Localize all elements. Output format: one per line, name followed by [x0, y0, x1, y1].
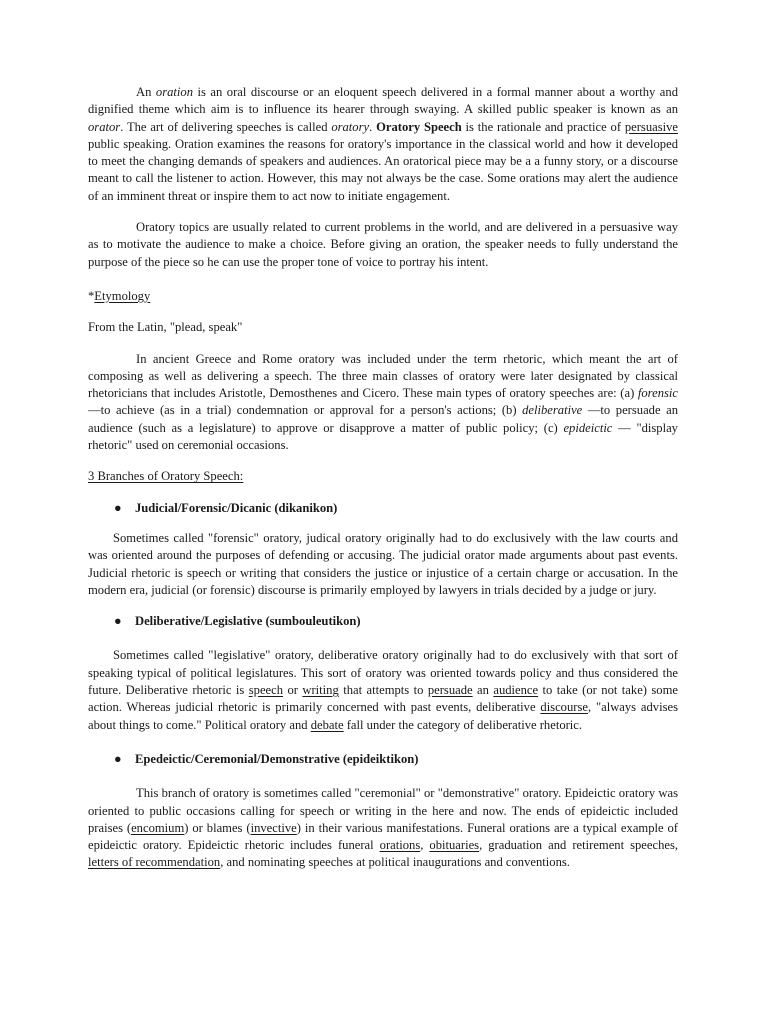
term-forensic: forensic [637, 386, 678, 401]
bullet-icon: ● [114, 500, 122, 515]
intro-text: . The art of delivering speeches is called [120, 119, 332, 134]
link-writing[interactable]: writing [302, 683, 339, 698]
branch2-title-text: Deliberative/Legislative (sumbouleutikon) [135, 614, 361, 629]
etymology-heading-text: Etymology [94, 288, 151, 303]
topics-paragraph: Oratory topics are usually related to current problems in the world, and are delivered in a persuasive way as to motivate the audience to make a choice. Before giving an oration, the speaker needs to fully understand the purpose of the piece so he can use the proper tone of voice to portray his intent. [88, 220, 678, 269]
branch3-title-text: Epedeictic/Ceremonial/Demonstrative (epideiktikon) [135, 751, 419, 766]
branch2-paragraph [88, 647, 678, 733]
link-discourse[interactable]: discourse [540, 700, 588, 715]
term-epideictic: epideictic [563, 420, 613, 435]
branch3-text: ) or blames ( [184, 820, 251, 835]
term-orator: orator [88, 119, 121, 134]
etymology-heading [88, 288, 678, 305]
term-oratory: oratory [331, 119, 370, 134]
link-debate[interactable]: debate [310, 717, 344, 732]
ancient-text: — "display rhetoric" used on ceremonial occasions. [88, 420, 678, 453]
branch2-text: or [283, 683, 303, 698]
branch3-text: , [420, 838, 430, 853]
document-page [88, 84, 678, 872]
link-encomium[interactable]: encomium [131, 820, 185, 835]
term-deliberative: deliberative [522, 403, 583, 418]
intro-text: . [369, 119, 377, 134]
branch2-text: that attempts to [338, 683, 428, 698]
ancient-text: —to persuade an audience (such as a legislature) to approve or disapprove a matter of public policy; (c) [88, 403, 678, 435]
branch2-text: Sometimes called "legislative" oratory, deliberative oratory originally had to do exclusively with that sort of speaking typical of political legislatures. This sort of oratory was oriented towards policy and thus considered the future. Deliberative rhetoric is [88, 648, 678, 698]
branches-heading-text: 3 Branches of Oratory Speech: [88, 469, 244, 484]
intro-paragraph [88, 84, 678, 205]
link-invective[interactable]: invective [250, 820, 297, 835]
branch3-text: This branch of oratory is sometimes called "ceremonial" or "demonstrative" oratory. Epideictic oratory was oriented to public occasions calling for speech or writing in the here and now. The ends of epideictic included praises ( [88, 786, 678, 835]
ancient-text: —to achieve (as in a trial) condemnation or approval for a person's actions; (b) [88, 403, 523, 418]
branch3-title [88, 751, 678, 768]
branch2-text: , "always advises about things to come." Political oratory and [88, 700, 678, 732]
link-obituaries[interactable]: obituaries [429, 838, 480, 853]
ancient-paragraph [88, 351, 678, 455]
branch1-title-text: Judicial/Forensic/Dicanic (dikanikon) [135, 500, 338, 515]
branch1-title [88, 500, 678, 517]
branch1-paragraph: Sometimes called "forensic" oratory, judical oratory originally had to do exclusively with the law courts and was oriented around the purposes of defending or accusing. The judicial orator made arguments about past events. Judicial rhetoric is speech or writing that considers the justice or injustice of a certain charge or accusation. In the modern era, judicial (or forensic) discourse is primarily employed by lawyers in trials decided by a judge or jury. [88, 530, 678, 597]
branch2-text: an [472, 683, 494, 698]
branches-heading [88, 468, 678, 485]
etymology-latin: From the Latin, "plead, speak" [88, 320, 243, 335]
link-audience[interactable]: audience [493, 683, 539, 698]
intro-text: public speaking. Oration examines the reasons for oratory's importance in the classical world and how it developed to meet the changing demands of speakers and audiences. An oratorical piece may be a a funny story, or a discourse meant to call the listener to action. However, this may not always be the case. Some orations may alert the audience of an imminent threat or inspire them to act now to initiate engagement. [88, 136, 678, 203]
bullet-icon: ● [114, 614, 122, 629]
link-speech[interactable]: speech [248, 683, 284, 698]
link-orations[interactable]: orations [379, 838, 421, 853]
link-persuasive[interactable]: persuasive [624, 119, 678, 134]
term-oration: oration [155, 85, 193, 99]
branch3-paragraph [88, 785, 678, 871]
intro-text: An [136, 85, 156, 99]
branch3-text: , and nominating speeches at political inaugurations and conventions. [220, 855, 570, 870]
branch3-text: ) in their various manifestations. Funeral orations are a typical example of epideictic oratory. Epideictic rhetoric includes funeral [88, 820, 679, 853]
etymology-star: * [88, 288, 95, 303]
link-letters-of-recommendation[interactable]: letters of recommendation [88, 855, 221, 870]
intro-text: is an oral discourse or an eloquent speech delivered in a formal manner about a worthy and dignified theme which aim is to influence its hearer through swaying. A skilled public speaker is known as an [88, 85, 678, 117]
link-persuade[interactable]: persuade [427, 683, 473, 698]
branch3-text: , graduation and retirement speeches, [479, 838, 679, 853]
intro-text: is the rationale and practice of [461, 119, 625, 134]
term-oratory-speech: Oratory Speech [376, 119, 462, 134]
ancient-text: In ancient Greece and Rome oratory was included under the term rhetoric, which meant the art of composing as well as delivering a speech. The three main classes of oratory were later designated by classical rhetoricians that includes Aristotle, Demosthenes and Cicero. These main types of oratory speeches are: (a) [88, 351, 678, 401]
branch2-text: to take (or not take) some action. Whereas judicial rhetoric is primarily concerned with past events, deliberative [88, 683, 678, 715]
branch2-title [88, 613, 678, 630]
branch2-text: fall under the category of deliberative rhetoric. [343, 717, 583, 732]
bullet-icon: ● [114, 751, 122, 766]
